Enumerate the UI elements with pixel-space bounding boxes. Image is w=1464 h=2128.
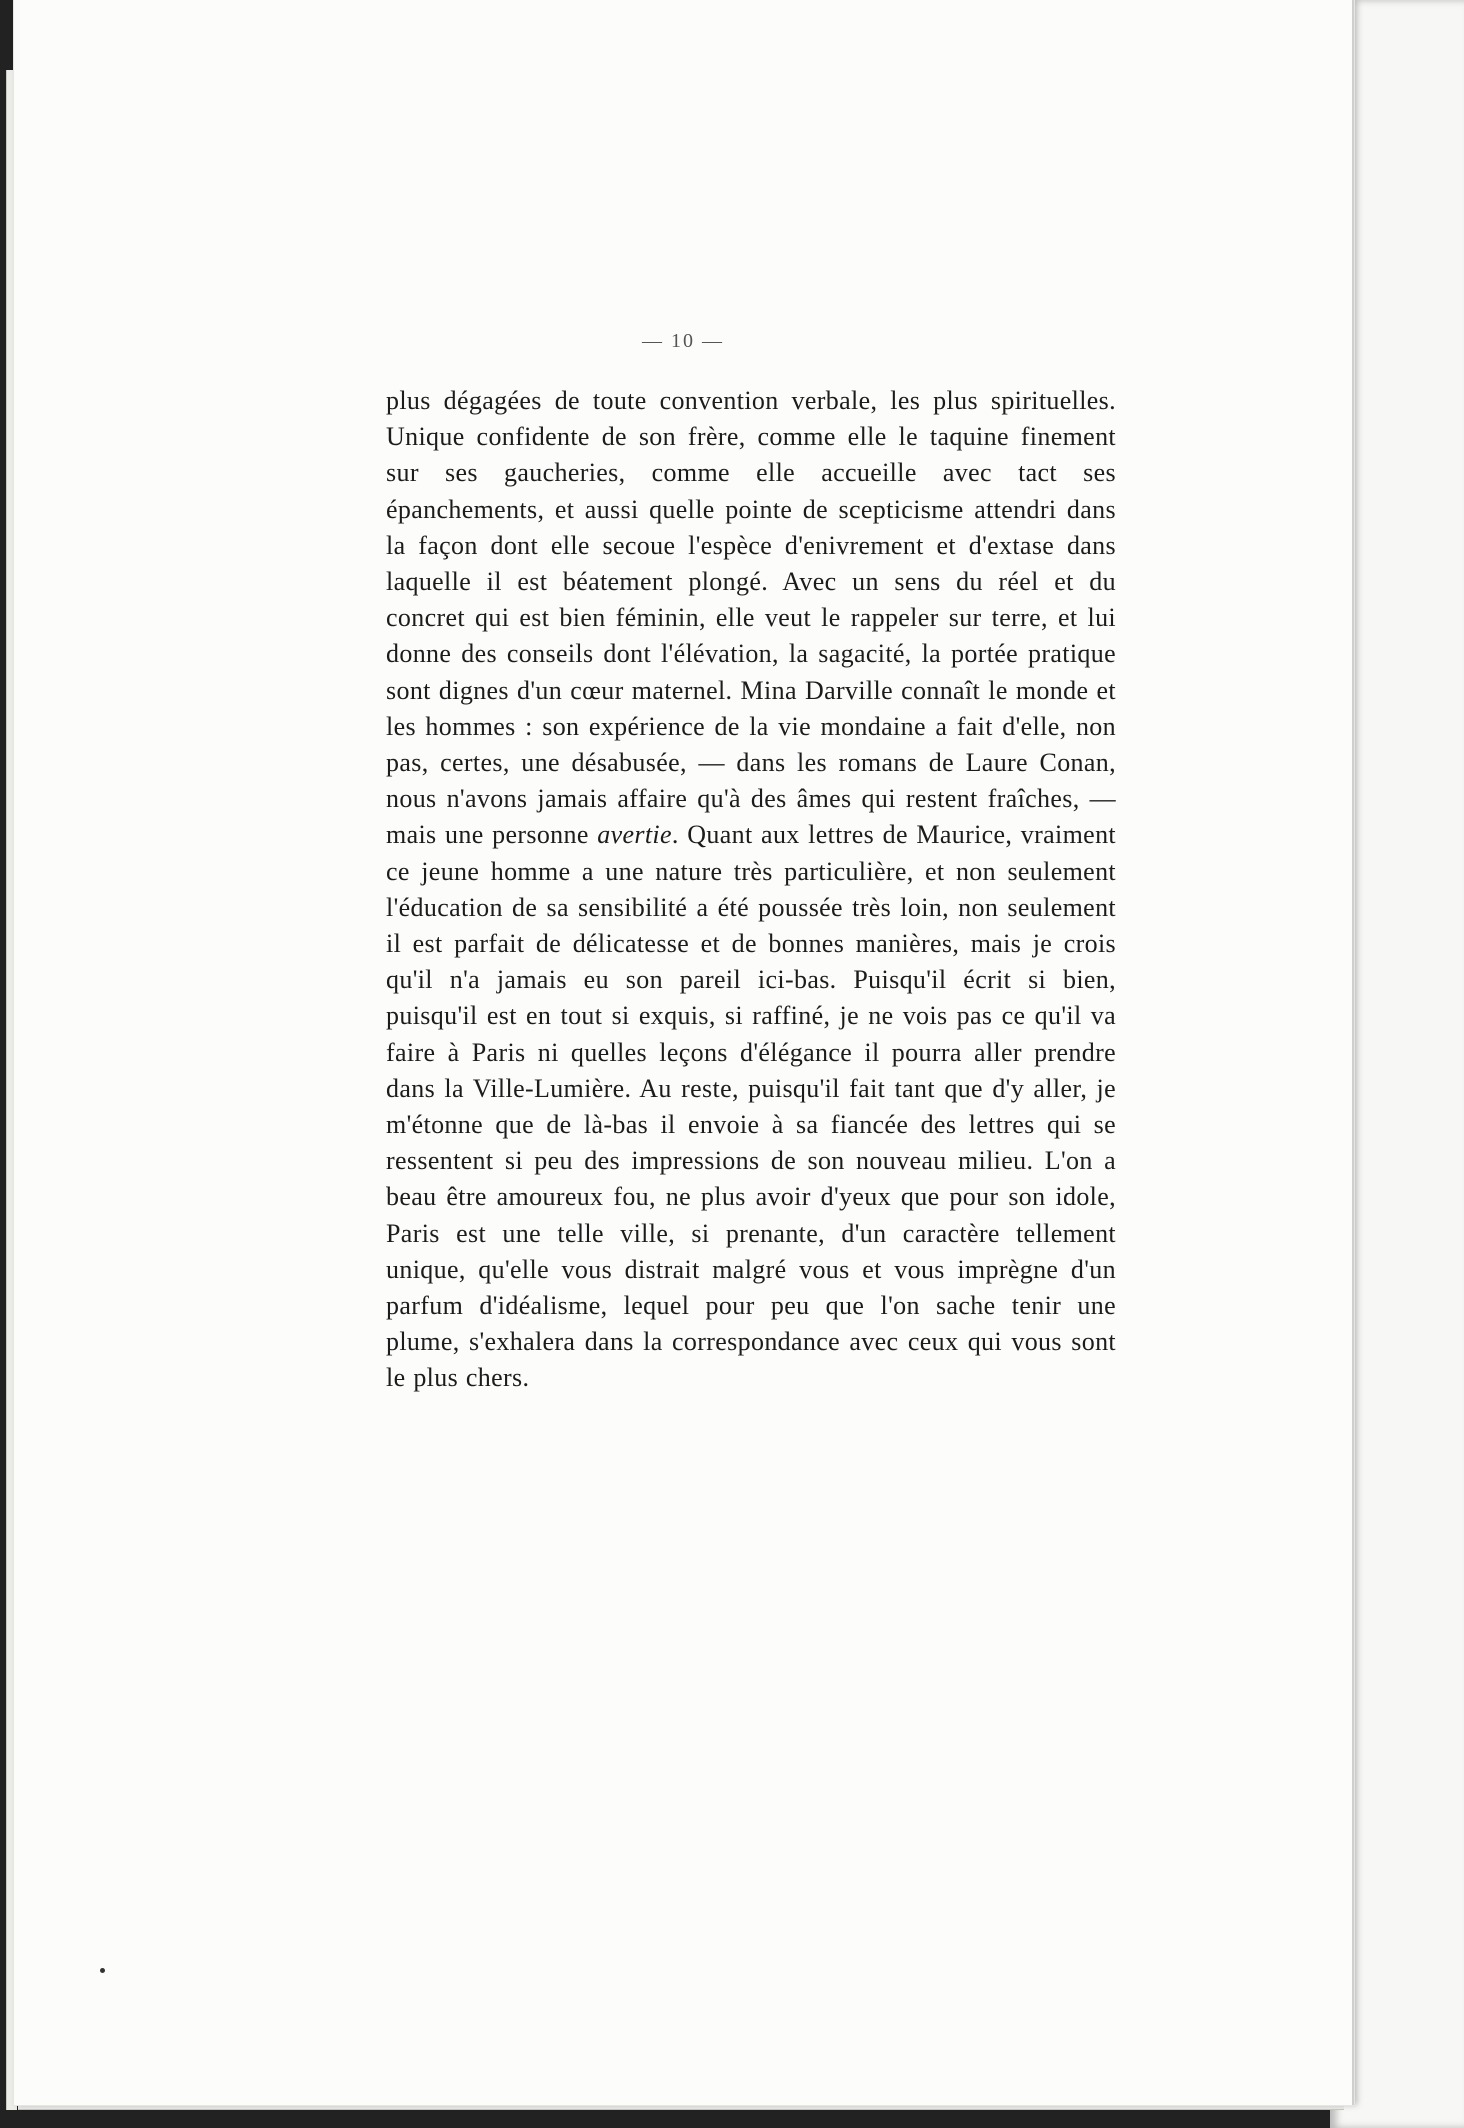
paragraph-text-part-2: . Quant aux lettres de Maurice, vraiment ce jeune homme a une nature très particulière, et non seulement l'éducation de sa sensibilité a été poussée très loin, non seulement il est parfait de délicatesse et de bonnes manières, mais je crois qu'il n'a jamais eu son pareil ici-bas. Puisqu'il écrit si bien, puisqu'il est en tout si exquis, si raffiné, je ne vois pas ce qu'il va faire à Paris ni quelles leçons d'élégance il pourra aller prendre dans la Ville-Lumière. Au reste, puisqu'il fait tant que d'y aller, je m'étonne que de là-bas il envoie à sa fiancée des lettres qui se ressentent si peu des impressions de son nouveau milieu. L'on a beau être amoureux fou, ne plus avoir d'yeux que pour son idole, Paris est une telle ville, si prenante, d'un caractère tellement unique, qu'elle vous distrait malgré vous et vous imprègne d'un parfum d'idéalisme, lequel pour peu que l'on sache tenir une plume, s'exhalera dans la correspondance avec ceux qui vous sont le plus chers. [386, 820, 1116, 1393]
body-paragraph [386, 383, 1116, 1397]
ink-speck [100, 1968, 105, 1973]
paragraph-text-part-1: plus dégagées de toute convention verbale, les plus spirituelles. Unique confidente de son frère, comme elle le taquine finement sur ses gaucheries, comme elle accueille avec tact ses épanchements, et aussi quelle pointe de scepticisme attendri dans la façon dont elle secoue l'espèce d'enivrement et d'extase dans laquelle il est béatement plongé. Avec un sens du réel et du concret qui est bien féminin, elle veut le rappeler sur terre, et lui donne des conseils dont l'élévation, la sagacité, la portée pratique sont dignes d'un cœur maternel. Mina Darville connaît le monde et les hommes : son expérience de la vie mondaine a fait d'elle, non pas, certes, une désabusée, — dans les romans de Laure Conan, nous n'avons jamais affaire qu'à des âmes qui restent fraîches, — mais une personne [386, 386, 1116, 850]
book-page [14, 0, 1354, 2105]
page-number: — 10 — [642, 330, 724, 352]
emphasized-word: avertie [597, 820, 672, 850]
